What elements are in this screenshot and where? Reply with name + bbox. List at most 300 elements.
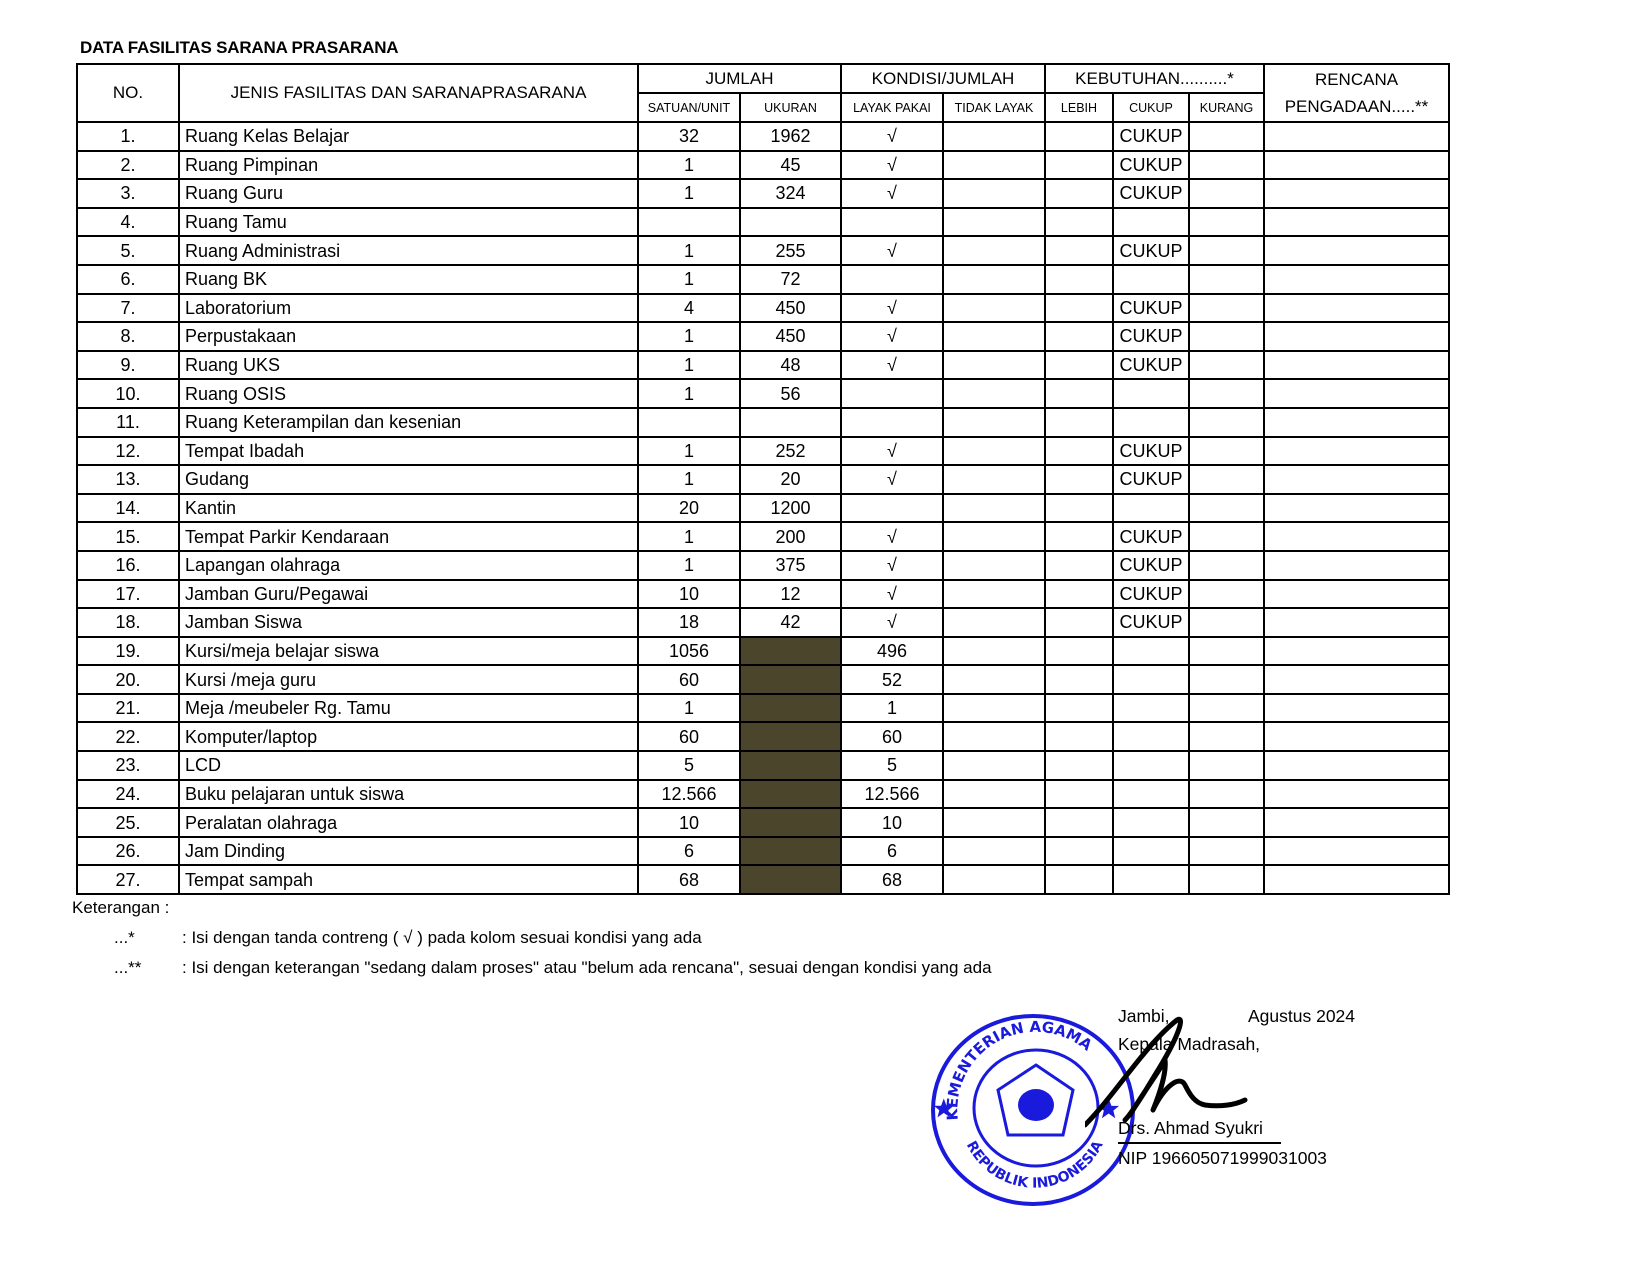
notes-heading: Keterangan : xyxy=(72,898,170,917)
row-no: 15. xyxy=(77,522,179,551)
row-lebih xyxy=(1045,494,1113,523)
row-name: Lapangan olahraga xyxy=(179,551,638,580)
row-ukuran-shaded xyxy=(740,780,841,809)
row-name: Ruang Tamu xyxy=(179,208,638,237)
row-ukuran: 56 xyxy=(740,379,841,408)
table-row xyxy=(77,351,1449,380)
row-ukuran: 375 xyxy=(740,551,841,580)
row-ukuran-shaded xyxy=(740,665,841,694)
row-satuan xyxy=(638,408,740,437)
row-kurang xyxy=(1189,722,1264,751)
row-name: Tempat Ibadah xyxy=(179,437,638,466)
header-tidak-layak: TIDAK LAYAK xyxy=(943,93,1045,122)
row-cukup: CUKUP xyxy=(1113,322,1189,351)
row-ukuran: 450 xyxy=(740,322,841,351)
row-layak: 5 xyxy=(841,751,943,780)
row-no: 9. xyxy=(77,351,179,380)
row-satuan: 1 xyxy=(638,522,740,551)
table-row xyxy=(77,722,1449,751)
row-name: Tempat sampah xyxy=(179,865,638,894)
row-ukuran: 252 xyxy=(740,437,841,466)
row-rencana xyxy=(1264,865,1449,894)
table-row xyxy=(77,551,1449,580)
table-row xyxy=(77,751,1449,780)
row-kurang xyxy=(1189,522,1264,551)
row-tidak-layak xyxy=(943,322,1045,351)
header-rencana xyxy=(1264,64,1449,122)
sign-date: Agustus 2024 xyxy=(1248,1006,1356,1026)
row-lebih xyxy=(1045,665,1113,694)
row-kurang xyxy=(1189,808,1264,837)
row-layak: √ xyxy=(841,294,943,323)
table-row xyxy=(77,408,1449,437)
row-kurang xyxy=(1189,780,1264,809)
row-rencana xyxy=(1264,608,1449,637)
row-name: Ruang Guru xyxy=(179,179,638,208)
row-lebih xyxy=(1045,294,1113,323)
header-rencana-line1: RENCANA xyxy=(1314,70,1399,89)
note-mark: ...* xyxy=(114,928,135,947)
note-text: : Isi dengan keterangan "sedang dalam proses" atau "belum ada rencana", sesuai dengan kondisi yang ada xyxy=(182,958,992,977)
row-kurang xyxy=(1189,408,1264,437)
row-name: Ruang UKS xyxy=(179,351,638,380)
row-tidak-layak xyxy=(943,694,1045,723)
row-cukup: CUKUP xyxy=(1113,551,1189,580)
header-kondisi: KONDISI/JUMLAH xyxy=(841,64,1045,93)
row-cukup: CUKUP xyxy=(1113,465,1189,494)
row-cukup: CUKUP xyxy=(1113,522,1189,551)
row-no: 19. xyxy=(77,637,179,666)
row-cukup xyxy=(1113,694,1189,723)
row-rencana xyxy=(1264,179,1449,208)
row-lebih xyxy=(1045,208,1113,237)
row-tidak-layak xyxy=(943,151,1045,180)
row-lebih xyxy=(1045,865,1113,894)
row-layak: 60 xyxy=(841,722,943,751)
row-kurang xyxy=(1189,322,1264,351)
row-no: 7. xyxy=(77,294,179,323)
row-cukup: CUKUP xyxy=(1113,151,1189,180)
header-rencana-line2: PENGADAAN.....** xyxy=(1284,97,1429,116)
table-body xyxy=(77,122,1449,894)
row-ukuran xyxy=(740,408,841,437)
row-rencana xyxy=(1264,351,1449,380)
row-tidak-layak xyxy=(943,122,1045,151)
header-ukuran: UKURAN xyxy=(740,93,841,122)
row-satuan: 6 xyxy=(638,837,740,866)
row-name: Ruang Administrasi xyxy=(179,236,638,265)
row-lebih xyxy=(1045,722,1113,751)
row-name: Perpustakaan xyxy=(179,322,638,351)
row-ukuran: 450 xyxy=(740,294,841,323)
row-name: Ruang OSIS xyxy=(179,379,638,408)
row-kurang xyxy=(1189,837,1264,866)
row-rencana xyxy=(1264,265,1449,294)
row-layak: 10 xyxy=(841,808,943,837)
row-ukuran-shaded xyxy=(740,808,841,837)
row-layak: √ xyxy=(841,236,943,265)
row-layak: √ xyxy=(841,608,943,637)
row-no: 16. xyxy=(77,551,179,580)
row-rencana xyxy=(1264,751,1449,780)
row-rencana xyxy=(1264,637,1449,666)
row-name: Peralatan olahraga xyxy=(179,808,638,837)
header-no: NO. xyxy=(77,64,179,122)
header-layak: LAYAK PAKAI xyxy=(841,93,943,122)
signer-name: Drs. Ahmad Syukri xyxy=(1118,1114,1281,1144)
row-layak xyxy=(841,208,943,237)
note-text: : Isi dengan tanda contreng ( √ ) pada kolom sesuai kondisi yang ada xyxy=(182,928,702,947)
row-tidak-layak xyxy=(943,665,1045,694)
stamp-bottom-text: REPUBLIK INDONESIA xyxy=(962,1138,1107,1192)
row-lebih xyxy=(1045,179,1113,208)
header-cukup: CUKUP xyxy=(1113,93,1189,122)
row-no: 13. xyxy=(77,465,179,494)
row-no: 1. xyxy=(77,122,179,151)
row-lebih xyxy=(1045,808,1113,837)
row-kurang xyxy=(1189,865,1264,894)
row-lebih xyxy=(1045,608,1113,637)
facilities-table xyxy=(76,63,1450,895)
row-no: 17. xyxy=(77,580,179,609)
row-name: Meja /meubeler Rg. Tamu xyxy=(179,694,638,723)
row-satuan: 32 xyxy=(638,122,740,151)
row-lebih xyxy=(1045,780,1113,809)
row-satuan: 4 xyxy=(638,294,740,323)
row-cukup xyxy=(1113,808,1189,837)
header-jenis: JENIS FASILITAS DAN SARANAPRASARANA xyxy=(179,64,638,122)
row-layak: 1 xyxy=(841,694,943,723)
row-layak: 6 xyxy=(841,837,943,866)
row-ukuran: 1962 xyxy=(740,122,841,151)
row-ukuran: 42 xyxy=(740,608,841,637)
row-name: Laboratorium xyxy=(179,294,638,323)
row-ukuran: 20 xyxy=(740,465,841,494)
row-ukuran xyxy=(740,208,841,237)
row-lebih xyxy=(1045,465,1113,494)
row-rencana xyxy=(1264,808,1449,837)
row-ukuran-shaded xyxy=(740,837,841,866)
row-ukuran: 72 xyxy=(740,265,841,294)
row-tidak-layak xyxy=(943,294,1045,323)
row-rencana xyxy=(1264,551,1449,580)
row-cukup xyxy=(1113,379,1189,408)
row-name: Ruang Kelas Belajar xyxy=(179,122,638,151)
row-lebih xyxy=(1045,694,1113,723)
row-name: Tempat Parkir Kendaraan xyxy=(179,522,638,551)
row-name: Ruang BK xyxy=(179,265,638,294)
row-lebih xyxy=(1045,351,1113,380)
row-layak xyxy=(841,494,943,523)
row-rencana xyxy=(1264,151,1449,180)
row-tidak-layak xyxy=(943,465,1045,494)
row-lebih xyxy=(1045,522,1113,551)
row-cukup xyxy=(1113,722,1189,751)
row-no: 22. xyxy=(77,722,179,751)
row-lebih xyxy=(1045,751,1113,780)
row-cukup xyxy=(1113,751,1189,780)
row-tidak-layak xyxy=(943,208,1045,237)
note-item xyxy=(72,923,702,953)
row-satuan xyxy=(638,208,740,237)
table-row xyxy=(77,379,1449,408)
row-layak: 68 xyxy=(841,865,943,894)
row-cukup xyxy=(1113,637,1189,666)
row-cukup xyxy=(1113,865,1189,894)
row-satuan: 60 xyxy=(638,722,740,751)
row-rencana xyxy=(1264,465,1449,494)
row-no: 20. xyxy=(77,665,179,694)
row-satuan: 68 xyxy=(638,865,740,894)
row-cukup xyxy=(1113,265,1189,294)
row-satuan: 20 xyxy=(638,494,740,523)
table-row xyxy=(77,580,1449,609)
notes-section xyxy=(72,893,992,983)
row-layak: √ xyxy=(841,465,943,494)
row-rencana xyxy=(1264,780,1449,809)
row-satuan: 1 xyxy=(638,179,740,208)
row-cukup xyxy=(1113,408,1189,437)
table-row xyxy=(77,865,1449,894)
table-row xyxy=(77,608,1449,637)
row-rencana xyxy=(1264,122,1449,151)
table-row xyxy=(77,780,1449,809)
row-kurang xyxy=(1189,236,1264,265)
row-ukuran: 12 xyxy=(740,580,841,609)
row-kurang xyxy=(1189,608,1264,637)
table-row xyxy=(77,208,1449,237)
row-satuan: 1 xyxy=(638,151,740,180)
row-name: Jam Dinding xyxy=(179,837,638,866)
row-layak: √ xyxy=(841,580,943,609)
header-jumlah: JUMLAH xyxy=(638,64,841,93)
row-tidak-layak xyxy=(943,580,1045,609)
sign-position: Kepala Madrasah, xyxy=(1118,1034,1261,1054)
row-name: Jamban Guru/Pegawai xyxy=(179,580,638,609)
row-layak: √ xyxy=(841,437,943,466)
row-layak: 496 xyxy=(841,637,943,666)
table-row xyxy=(77,665,1449,694)
row-satuan: 1 xyxy=(638,322,740,351)
row-kurang xyxy=(1189,179,1264,208)
row-kurang xyxy=(1189,665,1264,694)
row-ukuran: 1200 xyxy=(740,494,841,523)
row-lebih xyxy=(1045,236,1113,265)
row-layak xyxy=(841,265,943,294)
row-tidak-layak xyxy=(943,608,1045,637)
row-ukuran-shaded xyxy=(740,865,841,894)
row-no: 21. xyxy=(77,694,179,723)
table-row xyxy=(77,179,1449,208)
table-row xyxy=(77,522,1449,551)
row-rencana xyxy=(1264,408,1449,437)
table-row xyxy=(77,122,1449,151)
row-rencana xyxy=(1264,437,1449,466)
document-title: DATA FASILITAS SARANA PRASARANA xyxy=(80,38,399,57)
table-row xyxy=(77,837,1449,866)
table-row xyxy=(77,151,1449,180)
table-row xyxy=(77,694,1449,723)
row-rencana xyxy=(1264,694,1449,723)
row-rencana xyxy=(1264,322,1449,351)
row-rencana xyxy=(1264,580,1449,609)
table-row xyxy=(77,265,1449,294)
row-ukuran: 200 xyxy=(740,522,841,551)
row-name: Gudang xyxy=(179,465,638,494)
row-name: Kantin xyxy=(179,494,638,523)
row-no: 14. xyxy=(77,494,179,523)
row-cukup: CUKUP xyxy=(1113,351,1189,380)
row-name: Komputer/laptop xyxy=(179,722,638,751)
row-no: 4. xyxy=(77,208,179,237)
row-cukup: CUKUP xyxy=(1113,294,1189,323)
row-satuan: 1056 xyxy=(638,637,740,666)
row-kurang xyxy=(1189,294,1264,323)
row-layak: √ xyxy=(841,551,943,580)
row-kurang xyxy=(1189,465,1264,494)
row-kurang xyxy=(1189,751,1264,780)
row-tidak-layak xyxy=(943,837,1045,866)
row-tidak-layak xyxy=(943,780,1045,809)
row-cukup: CUKUP xyxy=(1113,236,1189,265)
row-layak: 12.566 xyxy=(841,780,943,809)
row-satuan: 1 xyxy=(638,236,740,265)
row-tidak-layak xyxy=(943,379,1045,408)
row-cukup: CUKUP xyxy=(1113,580,1189,609)
row-rencana xyxy=(1264,494,1449,523)
row-kurang xyxy=(1189,580,1264,609)
row-layak xyxy=(841,379,943,408)
row-ukuran-shaded xyxy=(740,637,841,666)
table-row xyxy=(77,437,1449,466)
row-lebih xyxy=(1045,637,1113,666)
row-satuan: 60 xyxy=(638,665,740,694)
row-no: 11. xyxy=(77,408,179,437)
row-layak: √ xyxy=(841,122,943,151)
row-name: Buku pelajaran untuk siswa xyxy=(179,780,638,809)
row-kurang xyxy=(1189,437,1264,466)
row-kurang xyxy=(1189,208,1264,237)
row-layak: √ xyxy=(841,351,943,380)
sign-place: Jambi, xyxy=(1118,1006,1170,1026)
row-tidak-layak xyxy=(943,522,1045,551)
row-lebih xyxy=(1045,580,1113,609)
row-rencana xyxy=(1264,665,1449,694)
row-cukup xyxy=(1113,665,1189,694)
row-rencana xyxy=(1264,294,1449,323)
row-name: Jamban Siswa xyxy=(179,608,638,637)
stamp-top-text: KEMENTERIAN AGAMA xyxy=(943,1017,1096,1121)
row-kurang xyxy=(1189,637,1264,666)
row-no: 3. xyxy=(77,179,179,208)
row-layak: √ xyxy=(841,151,943,180)
row-kurang xyxy=(1189,265,1264,294)
row-tidak-layak xyxy=(943,751,1045,780)
row-rencana xyxy=(1264,837,1449,866)
row-cukup: CUKUP xyxy=(1113,437,1189,466)
row-kurang xyxy=(1189,551,1264,580)
row-no: 5. xyxy=(77,236,179,265)
row-lebih xyxy=(1045,151,1113,180)
row-satuan: 1 xyxy=(638,694,740,723)
row-tidak-layak xyxy=(943,808,1045,837)
row-ukuran: 255 xyxy=(740,236,841,265)
table-row xyxy=(77,236,1449,265)
row-no: 26. xyxy=(77,837,179,866)
row-ukuran: 324 xyxy=(740,179,841,208)
row-kurang xyxy=(1189,379,1264,408)
row-ukuran: 48 xyxy=(740,351,841,380)
row-rencana xyxy=(1264,208,1449,237)
row-ukuran: 45 xyxy=(740,151,841,180)
row-satuan: 1 xyxy=(638,437,740,466)
row-layak: √ xyxy=(841,522,943,551)
row-rencana xyxy=(1264,522,1449,551)
row-no: 27. xyxy=(77,865,179,894)
row-tidak-layak xyxy=(943,551,1045,580)
handwritten-signature xyxy=(1085,1015,1265,1140)
row-name: Kursi/meja belajar siswa xyxy=(179,637,638,666)
row-no: 18. xyxy=(77,608,179,637)
row-ukuran-shaded xyxy=(740,751,841,780)
row-cukup xyxy=(1113,494,1189,523)
row-name: Ruang Pimpinan xyxy=(179,151,638,180)
row-tidak-layak xyxy=(943,236,1045,265)
row-cukup: CUKUP xyxy=(1113,179,1189,208)
table-row xyxy=(77,322,1449,351)
row-satuan: 1 xyxy=(638,379,740,408)
row-tidak-layak xyxy=(943,722,1045,751)
row-lebih xyxy=(1045,837,1113,866)
row-lebih xyxy=(1045,551,1113,580)
note-item xyxy=(72,953,992,983)
row-cukup xyxy=(1113,780,1189,809)
row-tidak-layak xyxy=(943,265,1045,294)
row-cukup: CUKUP xyxy=(1113,608,1189,637)
row-layak: 52 xyxy=(841,665,943,694)
row-ukuran-shaded xyxy=(740,694,841,723)
table-row xyxy=(77,808,1449,837)
row-name: Kursi /meja guru xyxy=(179,665,638,694)
row-kurang xyxy=(1189,494,1264,523)
row-tidak-layak xyxy=(943,408,1045,437)
header-lebih: LEBIH xyxy=(1045,93,1113,122)
row-rencana xyxy=(1264,722,1449,751)
row-satuan: 12.566 xyxy=(638,780,740,809)
table-row xyxy=(77,294,1449,323)
row-cukup: CUKUP xyxy=(1113,122,1189,151)
row-satuan: 1 xyxy=(638,265,740,294)
row-satuan: 18 xyxy=(638,608,740,637)
row-satuan: 1 xyxy=(638,465,740,494)
table-row xyxy=(77,494,1449,523)
table-row xyxy=(77,465,1449,494)
row-tidak-layak xyxy=(943,637,1045,666)
row-lebih xyxy=(1045,379,1113,408)
row-tidak-layak xyxy=(943,437,1045,466)
row-no: 24. xyxy=(77,780,179,809)
row-lebih xyxy=(1045,122,1113,151)
row-lebih xyxy=(1045,265,1113,294)
row-satuan: 10 xyxy=(638,580,740,609)
row-lebih xyxy=(1045,437,1113,466)
row-name: Ruang Keterampilan dan kesenian xyxy=(179,408,638,437)
signer-nip: NIP 196605071999031003 xyxy=(1118,1148,1327,1168)
row-lebih xyxy=(1045,408,1113,437)
row-kurang xyxy=(1189,694,1264,723)
row-no: 10. xyxy=(77,379,179,408)
row-rencana xyxy=(1264,236,1449,265)
